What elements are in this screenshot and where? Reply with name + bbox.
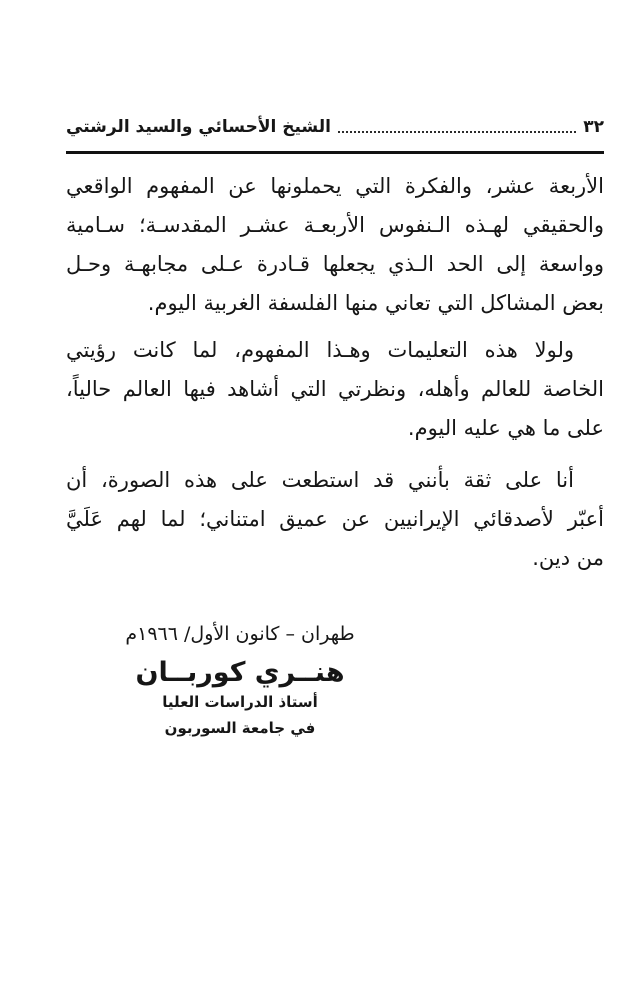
paragraph-2	[66, 331, 604, 448]
page-header	[66, 106, 604, 142]
body-line-1: الأربعة عشر، والفكرة التي يحملونها عن المفهوم الواقعي	[66, 174, 604, 198]
running-title: الشيخ الأحسائي والسيد الرشتي	[66, 117, 331, 137]
body-line-7: على ما هي عليه اليوم.	[407, 416, 604, 440]
body-line-2: والحقيقي لهـذه الـنفوس الأربعـة عشـر المقدسـة؛ سـامية	[66, 213, 604, 237]
body-text	[66, 167, 604, 578]
author-name: هنــري كوربــان	[135, 657, 345, 688]
signature-date: طهران – كانون الأول/ ١٩٦٦م	[125, 623, 355, 645]
header-rule	[66, 151, 604, 154]
body-line-5: ولولا هذه التعليمات وهـذا المفهوم، لما كانت رؤيتي	[66, 338, 574, 362]
body-line-8: أنا على ثقة بأنني قد استطعت على هذه الصورة، أن	[66, 468, 574, 492]
paragraph-3	[66, 461, 604, 578]
author-affiliation: في جامعة السوربون	[164, 719, 316, 737]
dot-leader	[338, 131, 576, 133]
body-line-10: من دين.	[532, 546, 604, 570]
body-line-4: بعض المشاكل التي تعاني منها الفلسفة الغربية اليوم.	[147, 291, 604, 315]
body-line-3: وواسعة إلى الحد الـذي يجعلها قـادرة عـلى مجابهـة وحـل	[66, 252, 604, 276]
author-role: أستاذ الدراسات العليا	[162, 693, 318, 711]
signature-block	[66, 620, 414, 739]
paragraph-1	[66, 167, 604, 323]
body-line-6: الخاصة للعالم وأهله، ونظرتي التي أشاهد فيها العالم حالياً،	[66, 377, 604, 401]
page-number: ٣٢	[583, 117, 604, 137]
body-line-9: أعبّر لأصدقائي الإيرانيين عن عميق امتناني؛ لما لهم عَلَيَّ	[66, 507, 604, 531]
